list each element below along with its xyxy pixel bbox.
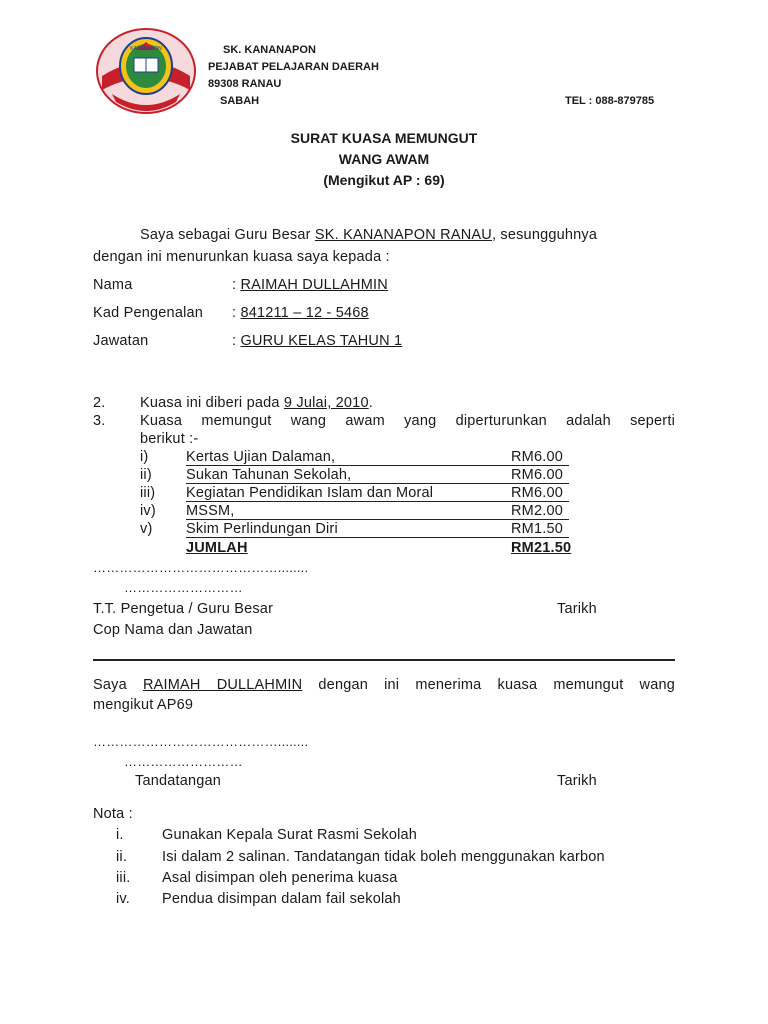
header-school: SK. KANANAPON <box>223 44 316 56</box>
item-amount: RM2.00 <box>511 503 563 519</box>
field-ic-text: 841211 – 12 - 5468 <box>240 305 369 321</box>
note-text: Gunakan Kepala Surat Rasmi Sekolah <box>162 827 418 843</box>
note-num: iii. <box>116 870 131 886</box>
total-amount: RM21.50 <box>511 540 572 556</box>
title-line3: (Mengikut AP : 69) <box>323 172 445 188</box>
intro-line2: dengan ini menurunkan kuasa saya kepada : <box>93 249 390 265</box>
total-label: JUMLAH <box>186 540 248 556</box>
note-text: Pendua disimpan dalam fail sekolah <box>162 891 401 907</box>
intro-suffix: , sesungguhnya <box>491 227 598 243</box>
title-line1: SURAT KUASA MEMUNGUT <box>290 130 478 146</box>
intro-prefix: Saya sebagai Guru Besar <box>140 227 311 243</box>
field-name-value: : RAIMAH DULLAHMIN <box>232 277 388 293</box>
note-text: Isi dalam 2 salinan. Tandatangan tidak boleh menggunakan karbon <box>162 849 605 865</box>
item-underline <box>186 465 569 466</box>
signature2-date-label: Tarikh <box>557 773 597 789</box>
item-desc: Kegiatan Pendidikan Islam dan Moral <box>186 485 434 501</box>
item-amount: RM6.00 <box>511 449 563 465</box>
field-name-text: RAIMAH DULLAHMIN <box>240 277 388 293</box>
item-num: iv) <box>140 503 156 519</box>
signature2-label: Tandatangan <box>135 773 222 789</box>
acceptance-name: RAIMAH DULLAHMIN <box>142 677 303 693</box>
note-num: iv. <box>116 891 131 907</box>
header-tel: TEL : 088-879785 <box>565 95 655 107</box>
signature1-dots: ……………………………………........ <box>93 560 309 575</box>
section-divider <box>93 659 675 661</box>
field-ic-label: Kad Pengenalan <box>93 305 204 321</box>
clause3-num: 3. <box>93 413 106 429</box>
item-underline <box>186 501 569 502</box>
note-text: Asal disimpan oleh penerima kuasa <box>162 870 398 886</box>
item-amount: RM6.00 <box>511 485 563 501</box>
clause2-num: 2. <box>93 395 106 411</box>
item-num: v) <box>140 521 153 537</box>
item-desc: MSSM, <box>186 503 235 519</box>
clause3-line2: berikut :- <box>140 431 199 447</box>
intro-line1 <box>140 227 597 243</box>
clause2-date: 9 Julai, 2010 <box>283 395 369 411</box>
field-position-text: GURU KELAS TAHUN 1 <box>240 333 403 349</box>
header-postcode: 89308 RANAU <box>208 78 282 90</box>
item-underline <box>186 537 569 538</box>
item-desc: Skim Perlindungan Diri <box>186 521 338 537</box>
clause2-text <box>140 395 373 411</box>
field-position-value: : GURU KELAS TAHUN 1 <box>232 333 403 349</box>
signature1-date-label: Tarikh <box>557 601 597 617</box>
item-desc: Sukan Tahunan Sekolah, <box>186 467 352 483</box>
signature2-dots2: ……………………… <box>124 754 243 769</box>
field-position-label: Jawatan <box>93 333 149 349</box>
header-office: PEJABAT PELAJARAN DAERAH <box>208 61 379 73</box>
item-amount: RM6.00 <box>511 467 563 483</box>
acceptance-suffix: dengan ini menerima kuasa memungut wang <box>318 677 676 693</box>
item-underline <box>186 519 569 520</box>
header-state: SABAH <box>220 95 260 107</box>
clause2-prefix: Kuasa ini diberi pada <box>140 395 280 411</box>
note-num: ii. <box>116 849 128 865</box>
clause2-suffix: . <box>368 395 373 411</box>
signature1-dots2: ……………………… <box>124 580 243 595</box>
item-desc: Kertas Ujian Dalaman, <box>186 449 336 465</box>
signature1-label: T.T. Pengetua / Guru Besar <box>93 601 274 617</box>
acceptance-prefix: Saya <box>93 677 127 693</box>
clause3-line1: Kuasa memungut wang awam yang diperturunkan adalah seperti <box>140 413 675 429</box>
acceptance-line1 <box>93 677 675 693</box>
school-logo <box>96 28 196 114</box>
item-amount: RM1.50 <box>511 521 563 537</box>
acceptance-line2: mengikut AP69 <box>93 697 194 713</box>
item-underline <box>186 483 569 484</box>
field-name-label: Nama <box>93 277 133 293</box>
intro-school-name: SK. KANANAPON RANAU <box>314 227 492 243</box>
signature2-dots: ……………………………………........ <box>93 734 309 749</box>
item-num: ii) <box>140 467 152 483</box>
title-line2: WANG AWAM <box>338 151 430 167</box>
note-num: i. <box>116 827 124 843</box>
stamp-label: Cop Nama dan Jawatan <box>93 622 253 638</box>
logo-text: KANANAPON <box>130 46 162 52</box>
field-ic-value: : 841211 – 12 - 5468 <box>232 305 369 321</box>
item-num: iii) <box>140 485 156 501</box>
notes-title: Nota : <box>93 806 133 822</box>
item-num: i) <box>140 449 149 465</box>
